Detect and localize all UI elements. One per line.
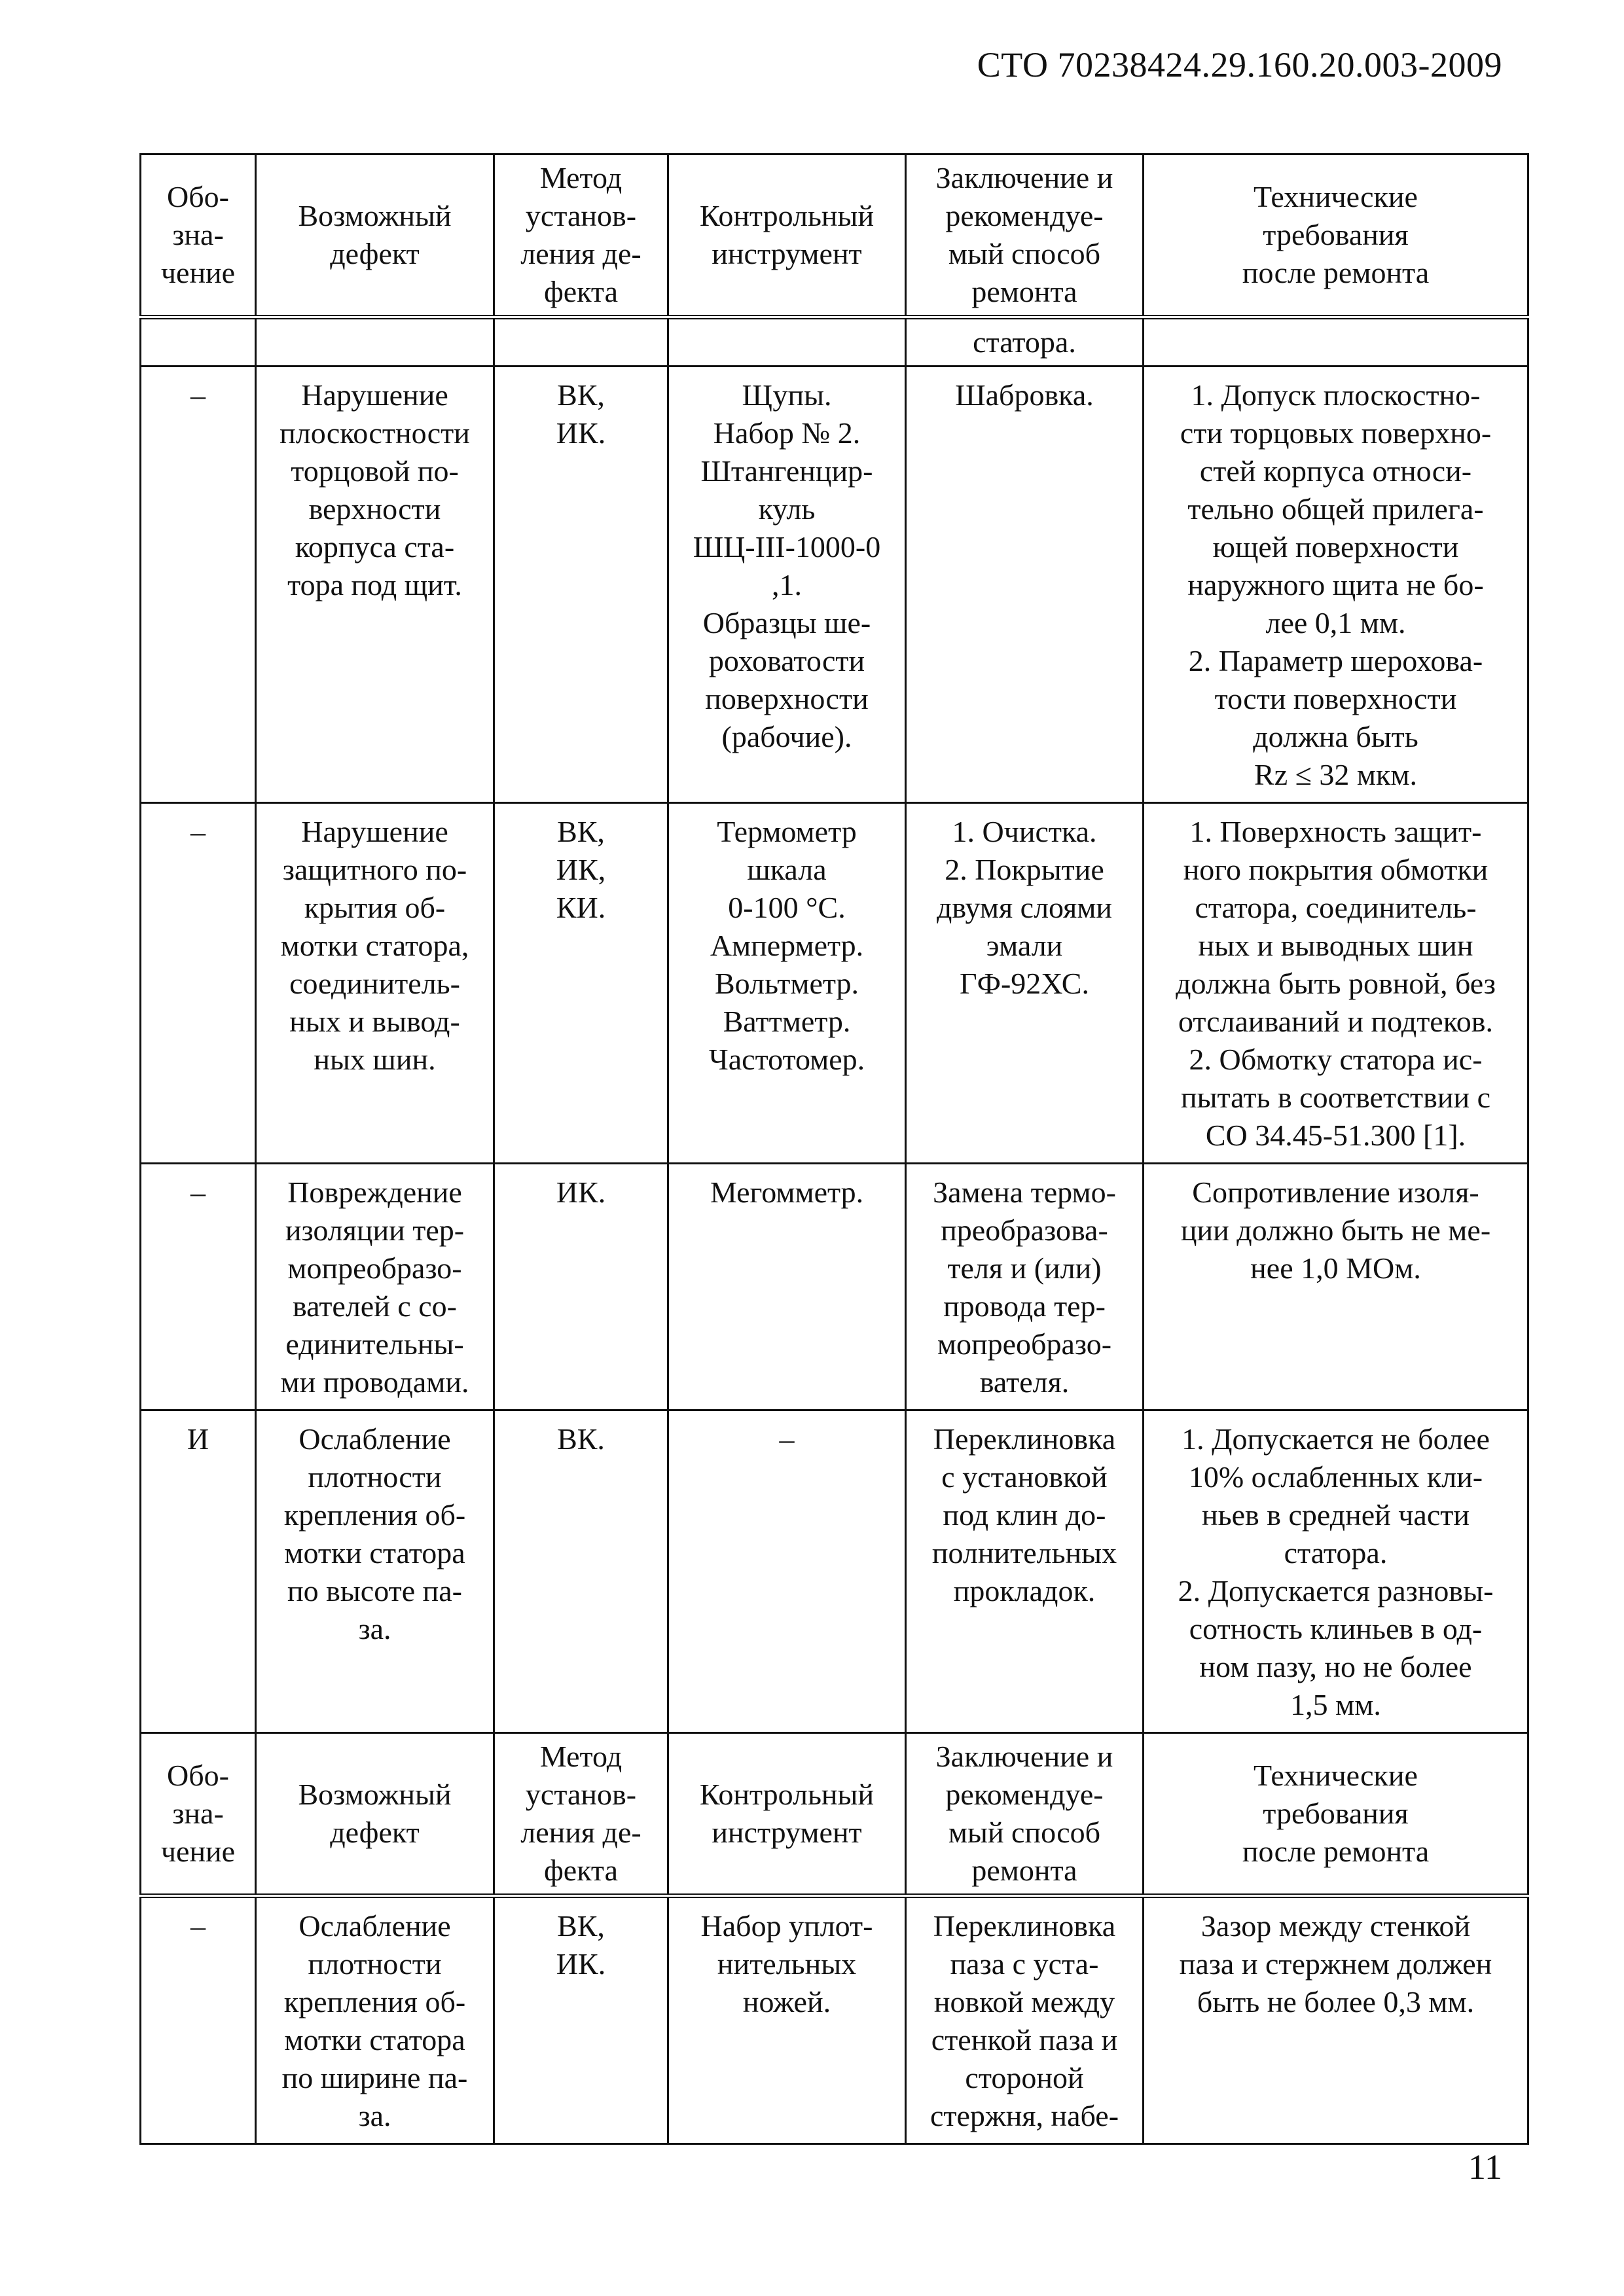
- table-header-row-repeat: [141, 1733, 1528, 1896]
- header-cell: Метод установ- ления де- фекта: [494, 1733, 668, 1896]
- table-cell: Набор уплот- нительных ножей.: [668, 1896, 906, 2144]
- table-cell: –: [141, 1164, 256, 1410]
- table-cell: Сопротивление изоля- ции должно быть не ме- нее 1,0 МОм.: [1144, 1164, 1528, 1410]
- header-cell: Обо- зна- чение: [141, 154, 256, 317]
- table-cell: 1. Допуск плоскостно- сти торцовых поверхно- стей корпуса относи- тельно общей прилега- ющей поверхности наружного щита не бо- лее 0,1 мм. 2. Параметр шерохова- тости поверхности должна быть Rz ≤ 32 мкм.: [1144, 367, 1528, 803]
- table-cell: Повреждение изоляции тер- мопреобразо- вателей с со- единительны- ми проводами.: [256, 1164, 494, 1410]
- header-cell: Заключение и рекомендуе- мый способ ремонта: [906, 154, 1144, 317]
- table-cell: Термометр шкала 0-100 °С. Амперметр. Вольтметр. Ваттметр. Частотомер.: [668, 803, 906, 1164]
- header-cell: Обо- зна- чение: [141, 1733, 256, 1896]
- header-cell: Возможный дефект: [256, 154, 494, 317]
- table-cell: 1. Поверхность защит- ного покрытия обмотки статора, соединитель- ных и выводных шин должна быть ровной, без отслаиваний и подтеков. 2. Обмотку статора ис- пытать в соответствии с СО 34.45-51.300 [1].: [1144, 803, 1528, 1164]
- table-cell: Мегомметр.: [668, 1164, 906, 1410]
- table-cell: ВК.: [494, 1410, 668, 1733]
- table-cell: Шабровка.: [906, 367, 1144, 803]
- table-cell: 1. Допускается не более 10% ослабленных кли- ньев в средней части статора. 2. Допускается разновы- сотность клиньев в од- ном пазу, но не более 1,5 мм.: [1144, 1410, 1528, 1733]
- table-cell: –: [141, 367, 256, 803]
- header-cell: Заключение и рекомендуе- мый способ ремонта: [906, 1733, 1144, 1896]
- table-header-row: [141, 154, 1528, 317]
- table-cell: [494, 317, 668, 367]
- table-cell: [141, 317, 256, 367]
- table-row: [141, 1164, 1528, 1410]
- header-cell: Возможный дефект: [256, 1733, 494, 1896]
- table-cell: И: [141, 1410, 256, 1733]
- header-cell: Контрольный инструмент: [668, 1733, 906, 1896]
- table-row: [141, 1410, 1528, 1733]
- table-cell: Ослабление плотности крепления об- мотки статора по высоте па- за.: [256, 1410, 494, 1733]
- table-cell: Нарушение защитного по- крытия об- мотки статора, соединитель- ных и вывод- ных шин.: [256, 803, 494, 1164]
- table-cell: Щупы. Набор № 2. Штангенцир- куль ШЦ-III-1000-0 ,1. Образцы ше- роховатости поверхности (рабочие).: [668, 367, 906, 803]
- table-cell: [668, 317, 906, 367]
- table-cell: статора.: [906, 317, 1144, 367]
- table-cell: Ослабление плотности крепления об- мотки статора по ширине па- за.: [256, 1896, 494, 2144]
- table-cell: Замена термо- преобразова- теля и (или) провода тер- мопреобразо- вателя.: [906, 1164, 1144, 1410]
- table-row: [141, 1896, 1528, 2144]
- table-cell: –: [141, 803, 256, 1164]
- header-cell: Технические требования после ремонта: [1144, 1733, 1528, 1896]
- continuation-row: [141, 317, 1528, 367]
- table-cell: ВК, ИК.: [494, 367, 668, 803]
- document-code: СТО 70238424.29.160.20.003-2009: [977, 45, 1502, 84]
- table-cell: Переклиновка с установкой под клин до- полнительных прокладок.: [906, 1410, 1144, 1733]
- defects-table: [139, 153, 1529, 2145]
- page-number: 11: [1468, 2147, 1502, 2187]
- header-cell: Контрольный инструмент: [668, 154, 906, 317]
- table-cell: –: [141, 1896, 256, 2144]
- table-cell: Переклиновка паза с уста- новкой между стенкой паза и стороной стержня, набе-: [906, 1896, 1144, 2144]
- header-cell: Метод установ- ления де- фекта: [494, 154, 668, 317]
- table-row: [141, 367, 1528, 803]
- table-cell: ВК, ИК.: [494, 1896, 668, 2144]
- table-cell: ВК, ИК, КИ.: [494, 803, 668, 1164]
- table-cell: ИК.: [494, 1164, 668, 1410]
- table-cell: –: [668, 1410, 906, 1733]
- table-cell: [256, 317, 494, 367]
- table-cell: Нарушение плоскостности торцовой по- верхности корпуса ста- тора под щит.: [256, 367, 494, 803]
- table-cell: Зазор между стенкой паза и стержнем должен быть не более 0,3 мм.: [1144, 1896, 1528, 2144]
- table-cell: [1144, 317, 1528, 367]
- table-row: [141, 803, 1528, 1164]
- table-cell: 1. Очистка. 2. Покрытие двумя слоями эмали ГФ-92ХС.: [906, 803, 1144, 1164]
- header-cell: Технические требования после ремонта: [1144, 154, 1528, 317]
